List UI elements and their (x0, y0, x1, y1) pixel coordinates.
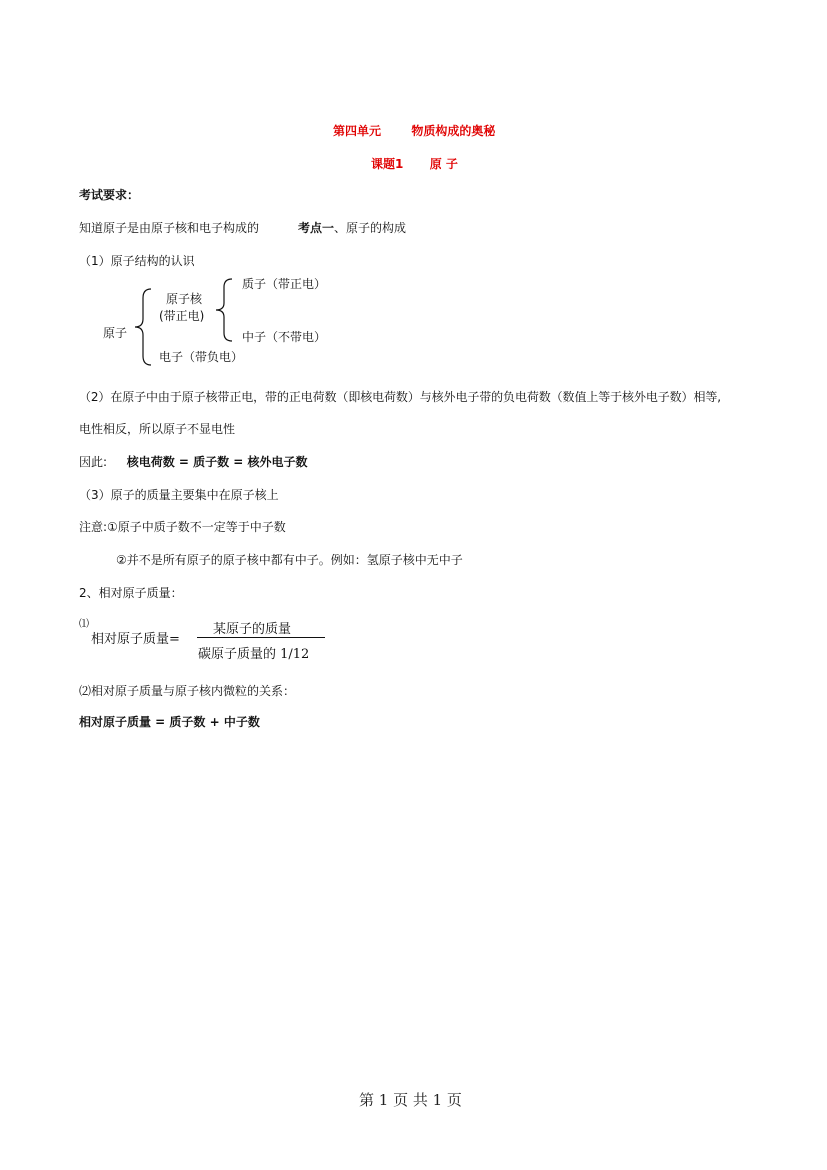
atom-label: 原子 (103, 326, 128, 340)
structure-heading: （1）原子结构的认识 (79, 254, 195, 268)
para2-line1: （2）在原子中由于原子核带正电，带的正电荷数（即核电荷数）与核外电子带的负电荷数（数值上等于核外电子数）相等, (79, 390, 721, 404)
note2: ②并不是所有原子的原子核中都有中子。例如：氢原子核中无中子 (116, 553, 463, 567)
note-label: 注意: (79, 520, 108, 534)
exam-point-label: 考点一 (298, 221, 335, 235)
unit-number: 第四单元 (333, 124, 382, 138)
para3: （3）原子的质量主要集中在原子核上 (79, 488, 279, 502)
nucleus-label: 原子核 (166, 292, 203, 306)
page-footer: 第 1 页 共 1 页 (359, 1091, 462, 1109)
proton-label: 质子（带正电） (242, 277, 327, 291)
item2: ⑵相对原子质量与原子核内微粒的关系： (79, 684, 296, 698)
formula-label: 相对原子质量= (91, 632, 180, 647)
electron-label: 电子（带负电） (159, 350, 244, 364)
lesson-title (371, 155, 458, 172)
exam-point-text: 、原子的构成 (334, 221, 407, 235)
nucleus-brace (214, 278, 236, 342)
exam-point (298, 219, 406, 236)
therefore-label: 因此: (79, 455, 108, 469)
unit-name: 物质构成的奥秘 (411, 124, 496, 138)
para2-line2: 电性相反，所以原子不显电性 (79, 422, 236, 436)
fraction-numerator: 某原子的质量 (213, 622, 292, 637)
therefore-line (79, 453, 308, 470)
note1: ①原子中质子数不一定等于中子数 (107, 520, 286, 534)
fraction-denominator: 碳原子质量的 1/12 (198, 647, 310, 662)
item1-marker: ⑴ (79, 619, 89, 630)
relative-mass-heading: 2、相对原子质量： (79, 586, 183, 600)
lesson-name: 原 子 (429, 157, 458, 171)
neutron-label: 中子（不带电） (242, 330, 327, 344)
atom-brace (133, 288, 155, 366)
exam-requirement: 知道原子是由原子核和电子构成的 (79, 221, 260, 235)
lesson-number: 课题1 (371, 157, 404, 171)
note-line1 (79, 518, 286, 535)
fraction-bar (197, 637, 325, 638)
mass-equation: 相对原子质量 = 质子数 + 中子数 (79, 715, 260, 729)
charge-equation: 核电荷数 = 质子数 = 核外电子数 (126, 455, 308, 469)
nucleus-charge: (带正电) (159, 309, 205, 323)
exam-label: 考试要求： (79, 188, 140, 202)
unit-title (333, 122, 495, 139)
